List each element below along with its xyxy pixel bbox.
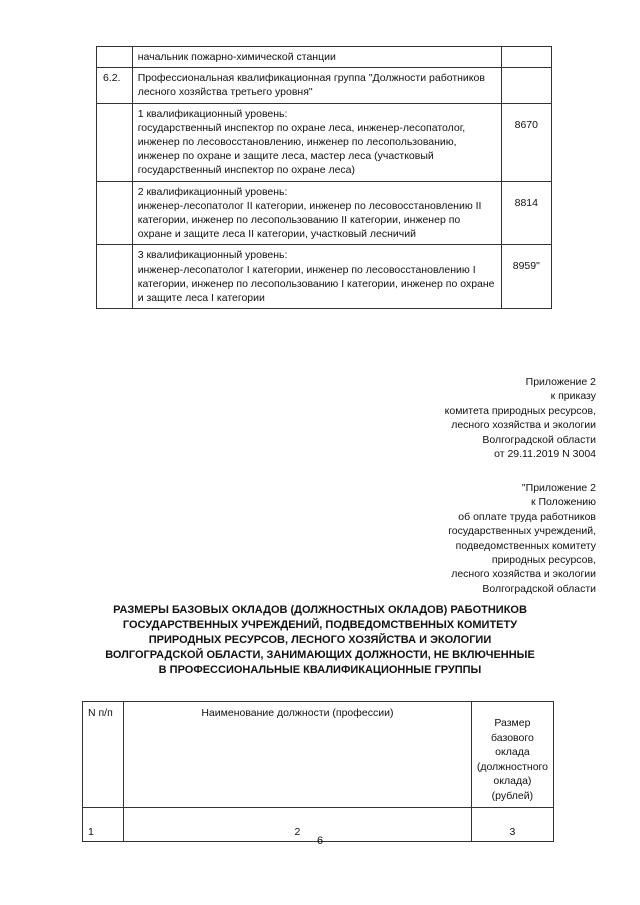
title-line: ПРИРОДНЫХ РЕСУРСОВ, ЛЕСНОГО ХОЗЯЙСТВА И ЭКОЛОГИИ [148, 634, 492, 646]
appendix-line: "Приложение 2 [521, 482, 596, 494]
salary-value [501, 47, 551, 68]
header-num: N п/п [83, 702, 124, 808]
appendix-line: Волгоградской области [482, 433, 596, 446]
salary-value: 8959" [501, 245, 551, 309]
appendix-line: об оплате труда работников [458, 510, 596, 523]
appendix-line: к приказу [550, 390, 596, 403]
group-title: Профессиональная квалификационная группа "Должности работников лесного хозяйства третьего уровня" [132, 68, 501, 103]
title-line: ВОЛГОГРАДСКОЙ ОБЛАСТИ, ЗАНИМАЮЩИХ ДОЛЖНОСТИ, НЕ ВКЛЮЧЕННЫЕ [105, 649, 535, 661]
appendix-line: природных ресурсов, [491, 554, 596, 567]
level-positions: инженер-лесопатолог II категории, инженер по лесовосстановлению II категории, инженер по лесопользованию II категории, инженер по охране и защите леса II категории, участковый лесничий [137, 199, 482, 241]
header-name: Наименование должности (профессии) [124, 702, 472, 808]
appendix-line: от 29.11.2019 N 3004 [494, 448, 596, 461]
document-title [90, 603, 550, 678]
table-header-row [83, 702, 554, 808]
salary-value [501, 68, 551, 103]
appendix-line: лесного хозяйства и экологии [451, 419, 596, 432]
appendix-line: подведомственных комитету [455, 539, 596, 552]
appendix-line: комитета природных ресурсов, [444, 404, 596, 417]
col-number: 3 [471, 808, 553, 842]
row-number [97, 245, 133, 309]
row-number [97, 181, 133, 245]
appendix-line: лесного хозяйства и экологии [451, 568, 596, 581]
appendix-line: Волгоградской области [482, 582, 596, 595]
row-number [97, 47, 133, 68]
level-label: 3 квалификационный уровень: [137, 249, 288, 262]
appendix-header [336, 375, 596, 461]
table-row [97, 47, 552, 68]
salary-table [82, 701, 554, 842]
row-number: 6.2. [97, 68, 133, 103]
col-number: 2 [124, 808, 472, 842]
col-number: 1 [83, 808, 124, 842]
table-row [97, 68, 552, 103]
level-label: 2 квалификационный уровень: [137, 185, 288, 198]
title-line: ГОСУДАРСТВЕННЫХ УЧРЕЖДЕНИЙ, ПОДВЕДОМСТВЕННЫХ КОМИТЕТУ [122, 619, 518, 631]
appendix-line: к Положению [530, 496, 596, 509]
appendix-line: государственных учреждений, [448, 525, 596, 538]
table-row [97, 181, 552, 245]
level-cell [132, 181, 501, 245]
page-number: 6 [316, 835, 324, 847]
level-positions: инженер-лесопатолог I категории, инженер по лесовосстановлению I категории, инженер по лесопользованию I категории, инженер по охране и защите леса I категории [137, 263, 495, 305]
level-positions: государственный инспектор по охране леса, инженер-лесопатолог, инженер по лесовосстановлению, инженер по лесопользованию, инженер по охране и защите леса, мастер леса (участковый государственный инспектор по охране леса) [137, 121, 466, 177]
title-line: РАЗМЕРЫ БАЗОВЫХ ОКЛАДОВ (ДОЛЖНОСТНЫХ ОКЛАДОВ) РАБОТНИКОВ [113, 604, 527, 616]
qualification-table [96, 46, 552, 309]
position-text: начальник пожарно-химической станции [132, 47, 501, 68]
level-cell [132, 245, 501, 309]
title-line: В ПРОФЕССИОНАЛЬНЫЕ КВАЛИФИКАЦИОННЫЕ ГРУППЫ [158, 664, 482, 676]
header-salary: Размер базового оклада (должностного оклада) (рублей) [471, 702, 553, 808]
appendix-line: Приложение 2 [525, 376, 596, 388]
table-row [97, 103, 552, 181]
appendix-quoted-header [336, 481, 596, 596]
table-row [97, 245, 552, 309]
salary-value: 8814 [501, 181, 551, 245]
level-cell [132, 103, 501, 181]
row-number [97, 103, 133, 181]
level-label: 1 квалификационный уровень: [137, 107, 288, 120]
salary-value: 8670 [501, 103, 551, 181]
